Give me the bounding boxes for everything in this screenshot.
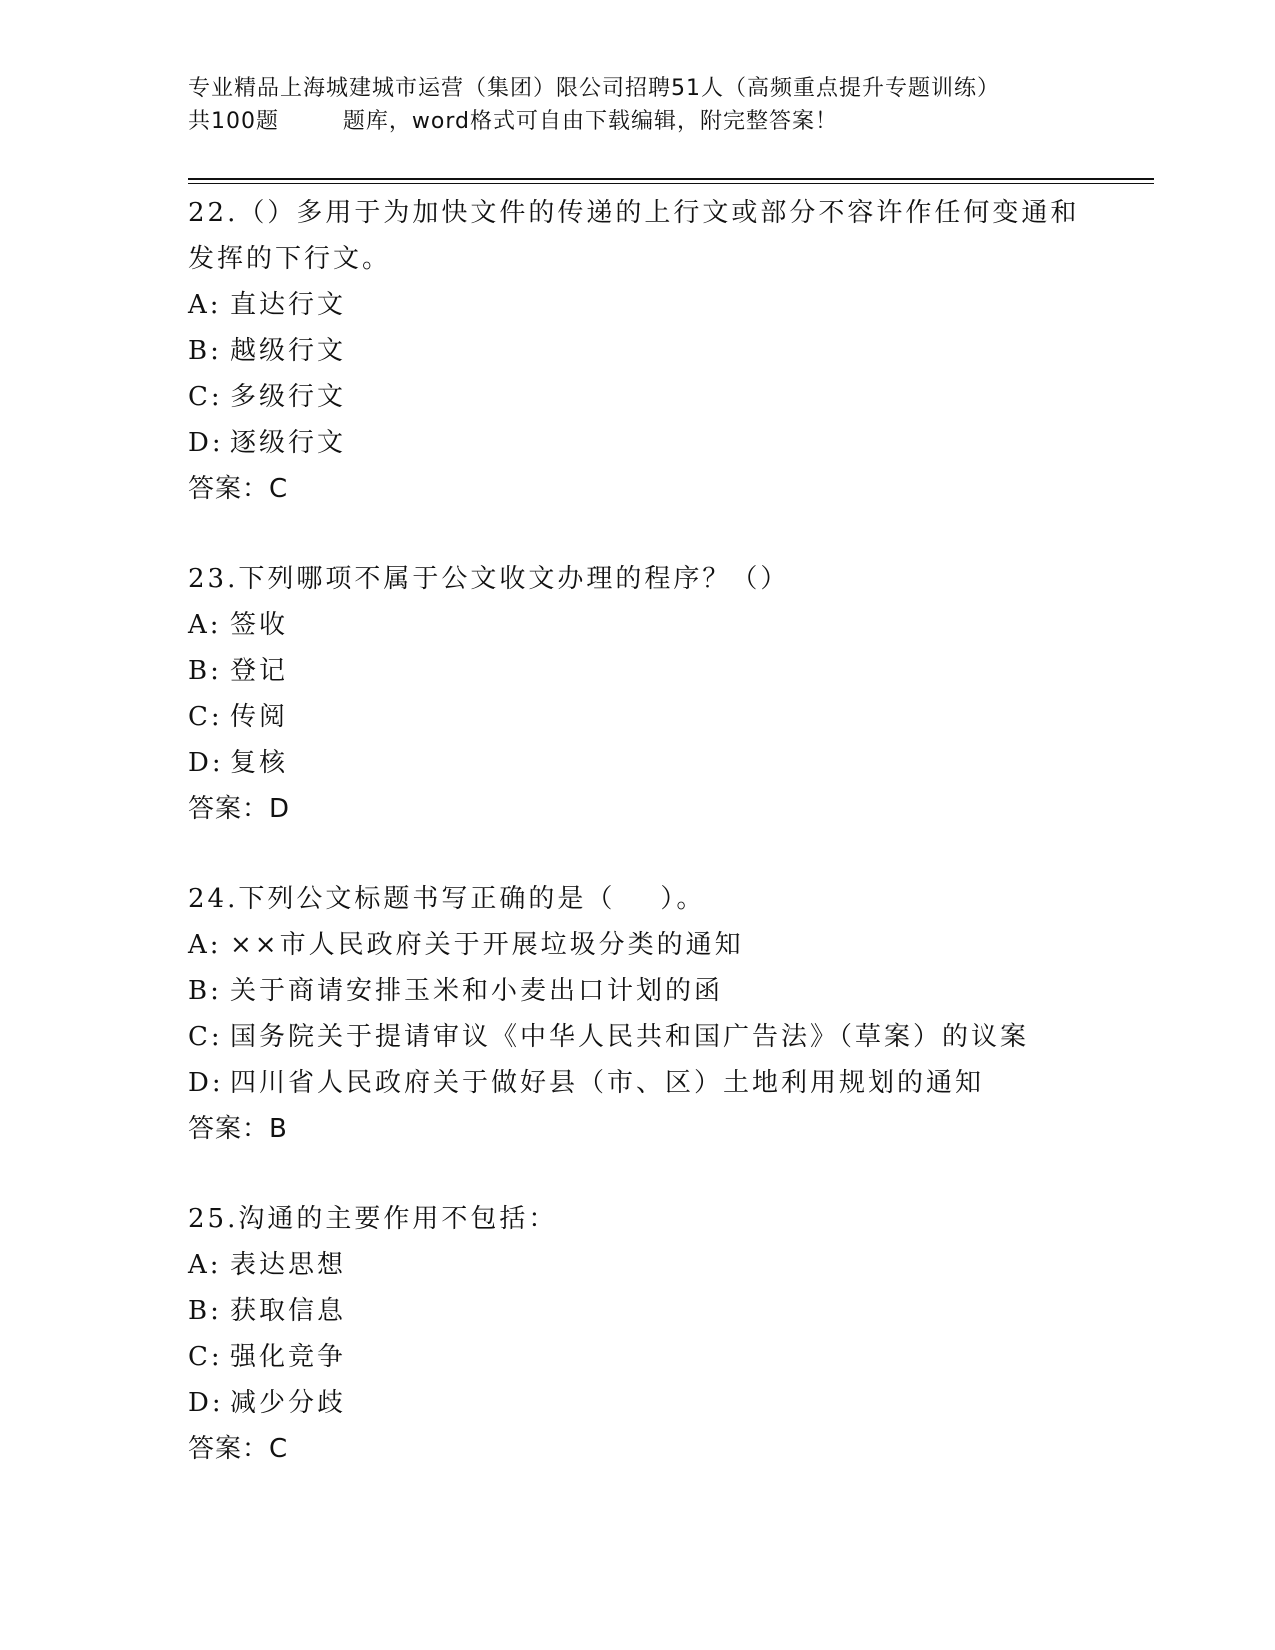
option-text: 四川省人民政府关于做好县（市、区）土地利用规划的通知 bbox=[230, 1068, 985, 1098]
option-d bbox=[188, 1060, 1148, 1106]
document-header bbox=[188, 72, 1148, 138]
answer-line: 答案：D bbox=[188, 794, 291, 824]
option-letter: B: bbox=[188, 656, 222, 686]
option-letter: A: bbox=[188, 610, 222, 640]
option-b bbox=[188, 1288, 1148, 1334]
question-text: 23.下列哪项不属于公文收文办理的程序？（） bbox=[188, 564, 790, 594]
question-23 bbox=[188, 556, 1148, 832]
question-text: 24.下列公文标题书写正确的是（ ）。 bbox=[188, 884, 706, 914]
option-b bbox=[188, 968, 1148, 1014]
option-c bbox=[188, 1014, 1148, 1060]
option-b bbox=[188, 648, 1148, 694]
question-list bbox=[188, 190, 1148, 1516]
option-text: 表达思想 bbox=[230, 1250, 347, 1280]
option-a bbox=[188, 602, 1148, 648]
option-letter: D: bbox=[188, 428, 224, 458]
option-letter: D: bbox=[188, 1388, 224, 1418]
option-b bbox=[188, 328, 1148, 374]
header-divider-thin bbox=[188, 183, 1154, 184]
option-d bbox=[188, 1380, 1148, 1426]
option-text: 逐级行文 bbox=[230, 428, 347, 458]
option-letter: A: bbox=[188, 1250, 222, 1280]
option-letter: A: bbox=[188, 930, 222, 960]
option-d bbox=[188, 740, 1148, 786]
option-d bbox=[188, 420, 1148, 466]
option-text: ××市人民政府关于开展垃圾分类的通知 bbox=[230, 930, 744, 960]
answer-line: 答案：C bbox=[188, 1434, 289, 1464]
option-c bbox=[188, 694, 1148, 740]
option-letter: B: bbox=[188, 976, 222, 1006]
option-a bbox=[188, 922, 1148, 968]
option-letter: C: bbox=[188, 1022, 223, 1052]
option-text: 获取信息 bbox=[230, 1296, 347, 1326]
option-c bbox=[188, 374, 1148, 420]
option-letter: C: bbox=[188, 702, 223, 732]
option-letter: C: bbox=[188, 1342, 223, 1372]
option-text: 传阅 bbox=[230, 702, 289, 732]
option-letter: B: bbox=[188, 1296, 222, 1326]
header-divider-thick bbox=[188, 178, 1154, 180]
option-letter: A: bbox=[188, 290, 222, 320]
option-text: 多级行文 bbox=[230, 382, 347, 412]
option-text: 签收 bbox=[230, 610, 289, 640]
option-a bbox=[188, 1242, 1148, 1288]
option-a bbox=[188, 282, 1148, 328]
question-24 bbox=[188, 876, 1148, 1152]
option-text: 关于商请安排玉米和小麦出口计划的函 bbox=[230, 976, 724, 1006]
question-text: 22.（）多用于为加快文件的传递的上行文或部分不容许作任何变通和发挥的下行文。 bbox=[188, 198, 1080, 274]
option-text: 直达行文 bbox=[230, 290, 347, 320]
question-22 bbox=[188, 190, 1148, 512]
question-25 bbox=[188, 1196, 1148, 1472]
option-letter: D: bbox=[188, 1068, 224, 1098]
option-text: 国务院关于提请审议《中华人民共和国广告法》（草案）的议案 bbox=[230, 1022, 1030, 1052]
option-text: 越级行文 bbox=[230, 336, 347, 366]
header-title-line-2: 共100题 题库，word格式可自由下载编辑，附完整答案！ bbox=[188, 109, 839, 134]
question-text: 25.沟通的主要作用不包括： bbox=[188, 1204, 558, 1234]
option-letter: C: bbox=[188, 382, 223, 412]
option-letter: B: bbox=[188, 336, 222, 366]
option-text: 强化竞争 bbox=[230, 1342, 347, 1372]
option-text: 减少分歧 bbox=[230, 1388, 347, 1418]
option-letter: D: bbox=[188, 748, 224, 778]
option-c bbox=[188, 1334, 1148, 1380]
header-title-line-1: 专业精品上海城建城市运营（集团）限公司招聘51人（高频重点提升专题训练） bbox=[188, 76, 1000, 101]
option-text: 登记 bbox=[230, 656, 289, 686]
option-text: 复核 bbox=[230, 748, 289, 778]
answer-line: 答案：C bbox=[188, 474, 289, 504]
answer-line: 答案：B bbox=[188, 1114, 288, 1144]
